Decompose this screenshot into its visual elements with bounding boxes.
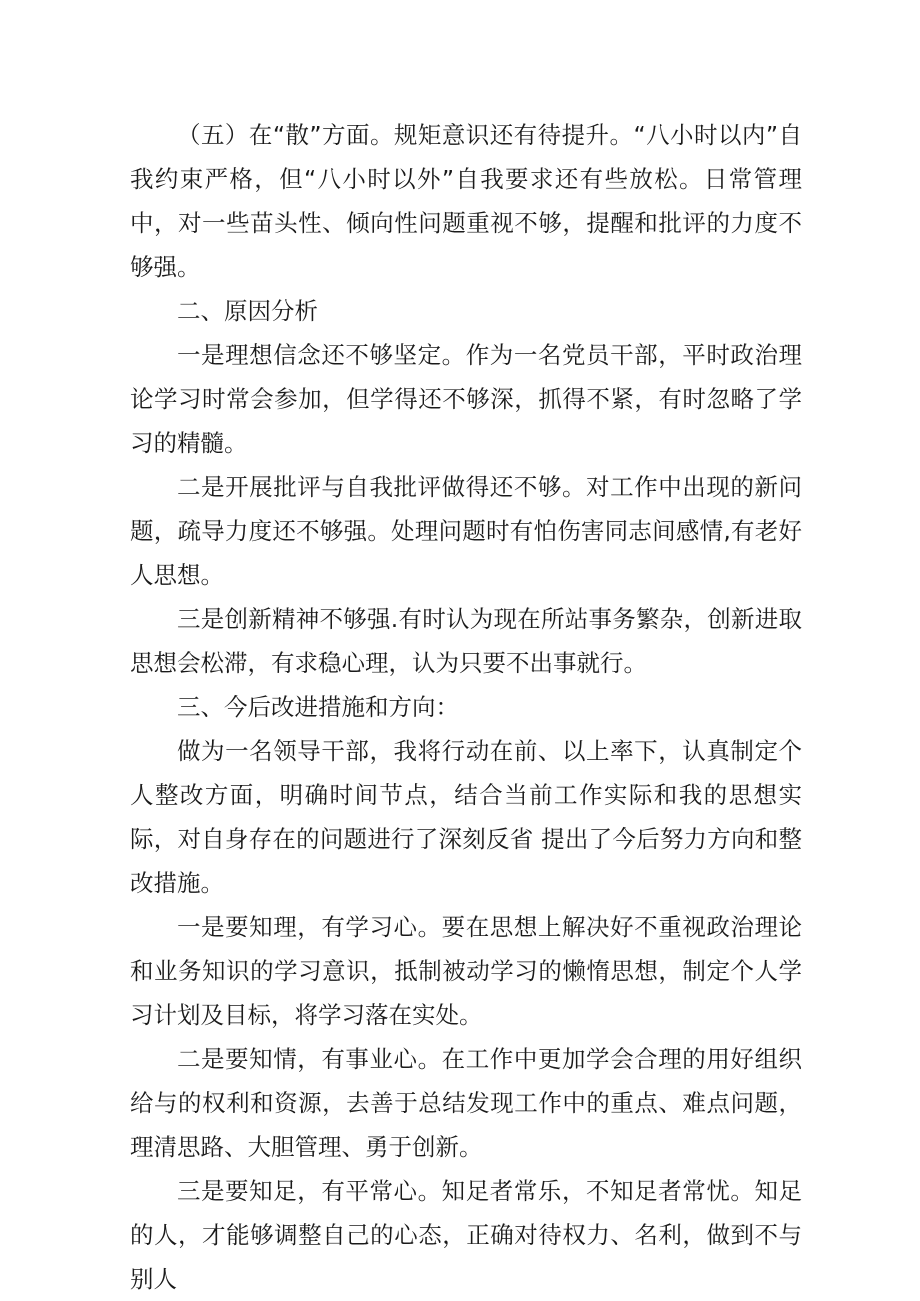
paragraph-cause-2: 二是开展批评与自我批评做得还不够。对工作中出现的新问题，疏导力度还不够强。处理问题时有怕伤害同志间感情,有老好人思想。 [130,473,802,589]
paragraph-measure-1: 一是要知理，有学习心。要在思想上解决好不重视政治理论和业务知识的学习意识，抵制被动学习的懒惰思想，制定个人学习计划及目标，将学习落在实处。 [130,913,802,1029]
paragraph-cause-3: 三是创新精神不够强.有时认为现在所站事务繁杂，创新进取思想会松滞，有求稳心理，认为只要不出事就行。 [130,605,802,677]
paragraph-cause-1: 一是理想信念还不够坚定。作为一名党员干部，平时政治理论学习时常会参加，但学得还不够深，抓得不紧，有时忽略了学习的精髓。 [130,341,802,457]
paragraph-measure-3: 三是要知足，有平常心。知足者常乐，不知足者常忧。知足的人，才能够调整自己的心态，正确对待权力、名利，做到不与别人 [130,1177,802,1293]
paragraph-measure-2: 二是要知情，有事业心。在工作中更加学会合理的用好组织给与的权利和资源，去善于总结发现工作中的重点、难点问题，理清思路、大胆管理、勇于创新。 [130,1045,802,1161]
document-body [130,113,802,1301]
paragraph-improvement-intro: 做为一名领导干部，我将行动在前、以上率下，认真制定个人整改方面，明确时间节点，结合当前工作实际和我的思想实际，对自身存在的问题进行了深刻反省 提出了今后努力方向和整改措施。 [130,737,802,897]
paragraph-discipline: （五）在“散”方面。规矩意识还有待提升。“八小时以内”自我约束严格，但“八小时以外”自我要求还有些放松。日常管理中，对一些苗头性、倾向性问题重视不够，提醒和批评的力度不够强。 [130,121,802,281]
section-heading-improvement: 三、今后改进措施和方向： [177,693,459,721]
section-heading-cause-analysis: 二、原因分析 [177,297,318,325]
